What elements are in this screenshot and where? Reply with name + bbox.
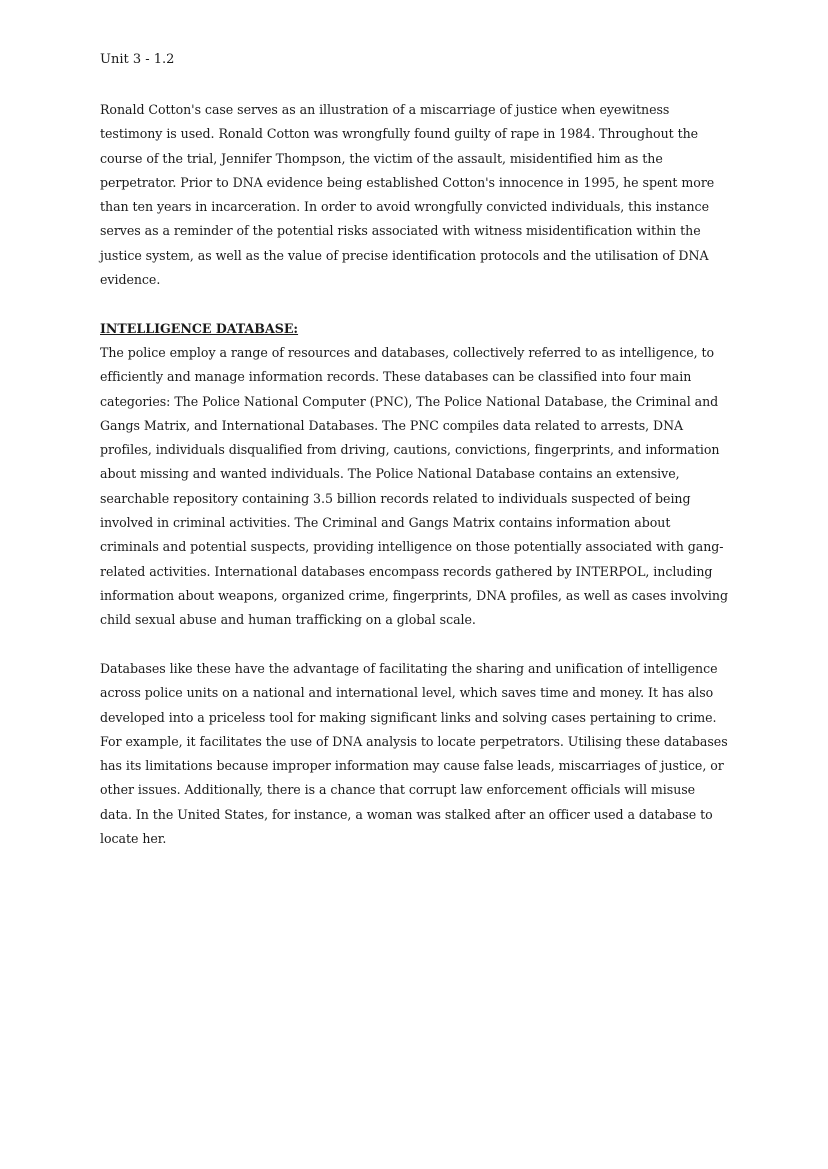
paragraph-intelligence-databases: The police employ a range of resources and databases, collectively referred to as intelligence, to efficiently and manage information records. These databases can be classified into four main categories: The Police National Computer (PNC), The Police National Database, the Criminal and Gangs Matrix, and International Databases. The PNC compiles data related to arrests, DNA profiles, individuals disqualified from driving, cautions, convictions, fingerprints, and information about missing and wanted individuals. The Police National Database contains an extensive, searchable repository containing 3.5 billion records related to individuals suspected of being involved in criminal activities. The Criminal and Gangs Matrix contains information about criminals and potential suspects, providing intelligence on those potentially associated with gang-related activities. International databases encompass records gathered by INTERPOL, including information about weapons, organized crime, fingerprints, DNA profiles, as well as cases involving child sexual abuse and human trafficking on a global scale. bbox=[100, 345, 728, 628]
paragraph-database-advantages: Databases like these have the advantage of facilitating the sharing and unification of intelligence across police units on a national and international level, which saves time and money. It has also developed into a priceless tool for making significant links and solving cases pertaining to crime. For example, it facilitates the use of DNA analysis to locate perpetrators. Utilising these databases has its limitations because improper information may cause false leads, miscarriages of justice, or other issues. Additionally, there is a chance that corrupt law enforcement officials will misuse data. In the United States, for instance, a woman was stalked after an officer used a database to locate her. bbox=[100, 661, 728, 847]
page-header: Unit 3 - 1.2 bbox=[100, 52, 175, 67]
section-heading: INTELLIGENCE DATABASE: bbox=[100, 321, 299, 336]
paragraph-ronald-cotton: Ronald Cotton's case serves as an illustration of a miscarriage of justice when eyewitness testimony is used. Ronald Cotton was wrongfully found guilty of rape in 1984. Throughout the course of the trial, Jennifer Thompson, the victim of the assault, misidentified him as the perpetrator. Prior to DNA evidence being established Cotton's innocence in 1995, he spent more than ten years in incarceration. In order to avoid wrongfully convicted individuals, this instance serves as a reminder of the potential risks associated with witness misidentification within the justice system, as well as the value of precise identification protocols and the utilisation of DNA evidence. bbox=[100, 102, 715, 288]
